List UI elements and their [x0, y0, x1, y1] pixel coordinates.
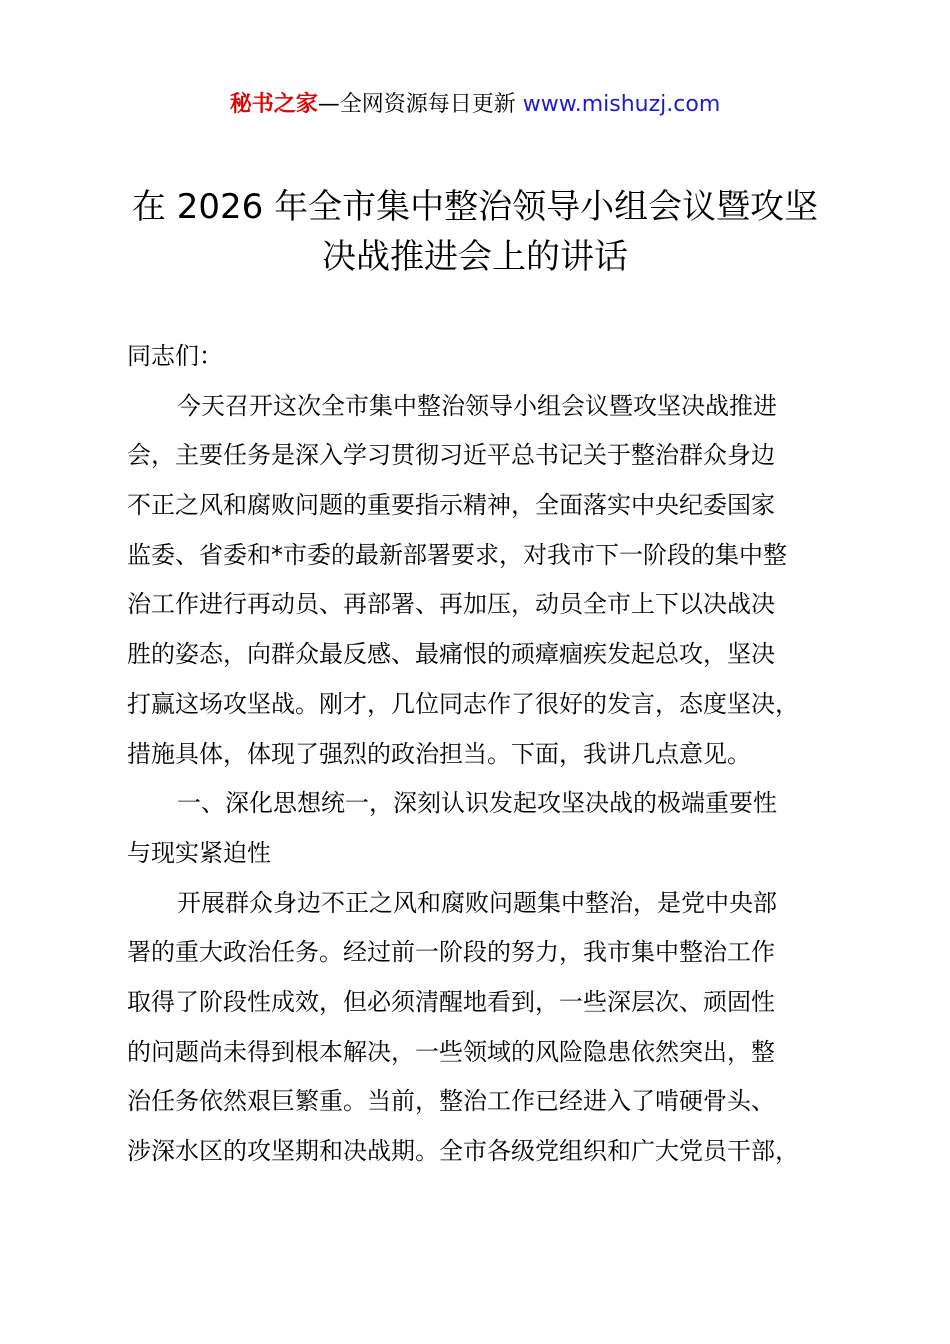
title-line: 在 2026 年全市集中整治领导小组会议暨攻坚	[131, 187, 819, 227]
paragraph-line: 涉深水区的攻坚期和决战期。全市各级党组织和广大党员干部，	[127, 1137, 799, 1165]
paragraph-line: 治工作进行再动员、再部署、再加压，动员全市上下以决战决	[127, 590, 775, 619]
brand-name: 秘书之家	[229, 92, 318, 117]
paragraph-line: 胜的姿态，向群众最反感、最痛恨的顽瘴痼疾发起总攻，坚决	[127, 640, 775, 669]
paragraph-line: 的问题尚未得到根本解决，一些领域的风险隐患依然突出，整	[127, 1037, 775, 1066]
section-heading-line: 与现实紧迫性	[127, 838, 271, 867]
paragraph-line: 不正之风和腐败问题的重要指示精神，全面落实中央纪委国家	[127, 491, 775, 520]
paragraph-line: 开展群众身边不正之风和腐败问题集中整治，是党中央部	[177, 888, 777, 917]
document-title	[60, 182, 890, 282]
section-heading-line: 一、深化思想统一，深刻认识发起攻坚决战的极端重要性	[177, 789, 777, 818]
header-tagline: —全网资源每日更新	[317, 92, 523, 117]
paragraph-line: 措施具体，体现了强烈的政治担当。下面，我讲几点意见。	[127, 739, 751, 768]
title-line: 决战推进会上的讲话	[322, 237, 628, 277]
document-body	[127, 332, 857, 1177]
paragraph-line: 打赢这场攻坚战。刚才，几位同志作了很好的发言，态度坚决，	[127, 689, 799, 718]
salutation: 同志们：	[127, 342, 223, 370]
site-header	[0, 88, 950, 122]
site-url-link[interactable]: www.mishuzj.com	[522, 92, 721, 117]
paragraph-line: 今天召开这次全市集中整治领导小组会议暨攻坚决战推进	[177, 391, 777, 420]
paragraph-line: 治任务依然艰巨繁重。当前，整治工作已经进入了啃硬骨头、	[127, 1087, 775, 1116]
paragraph-line: 监委、省委和*市委的最新部署要求，对我市下一阶段的集中整	[127, 540, 787, 569]
paragraph-line: 取得了阶段性成效，但必须清醒地看到，一些深层次、顽固性	[127, 987, 775, 1016]
paragraph-line: 署的重大政治任务。经过前一阶段的努力，我市集中整治工作	[127, 938, 775, 967]
paragraph-line: 会，主要任务是深入学习贯彻习近平总书记关于整治群众身边	[127, 441, 775, 470]
